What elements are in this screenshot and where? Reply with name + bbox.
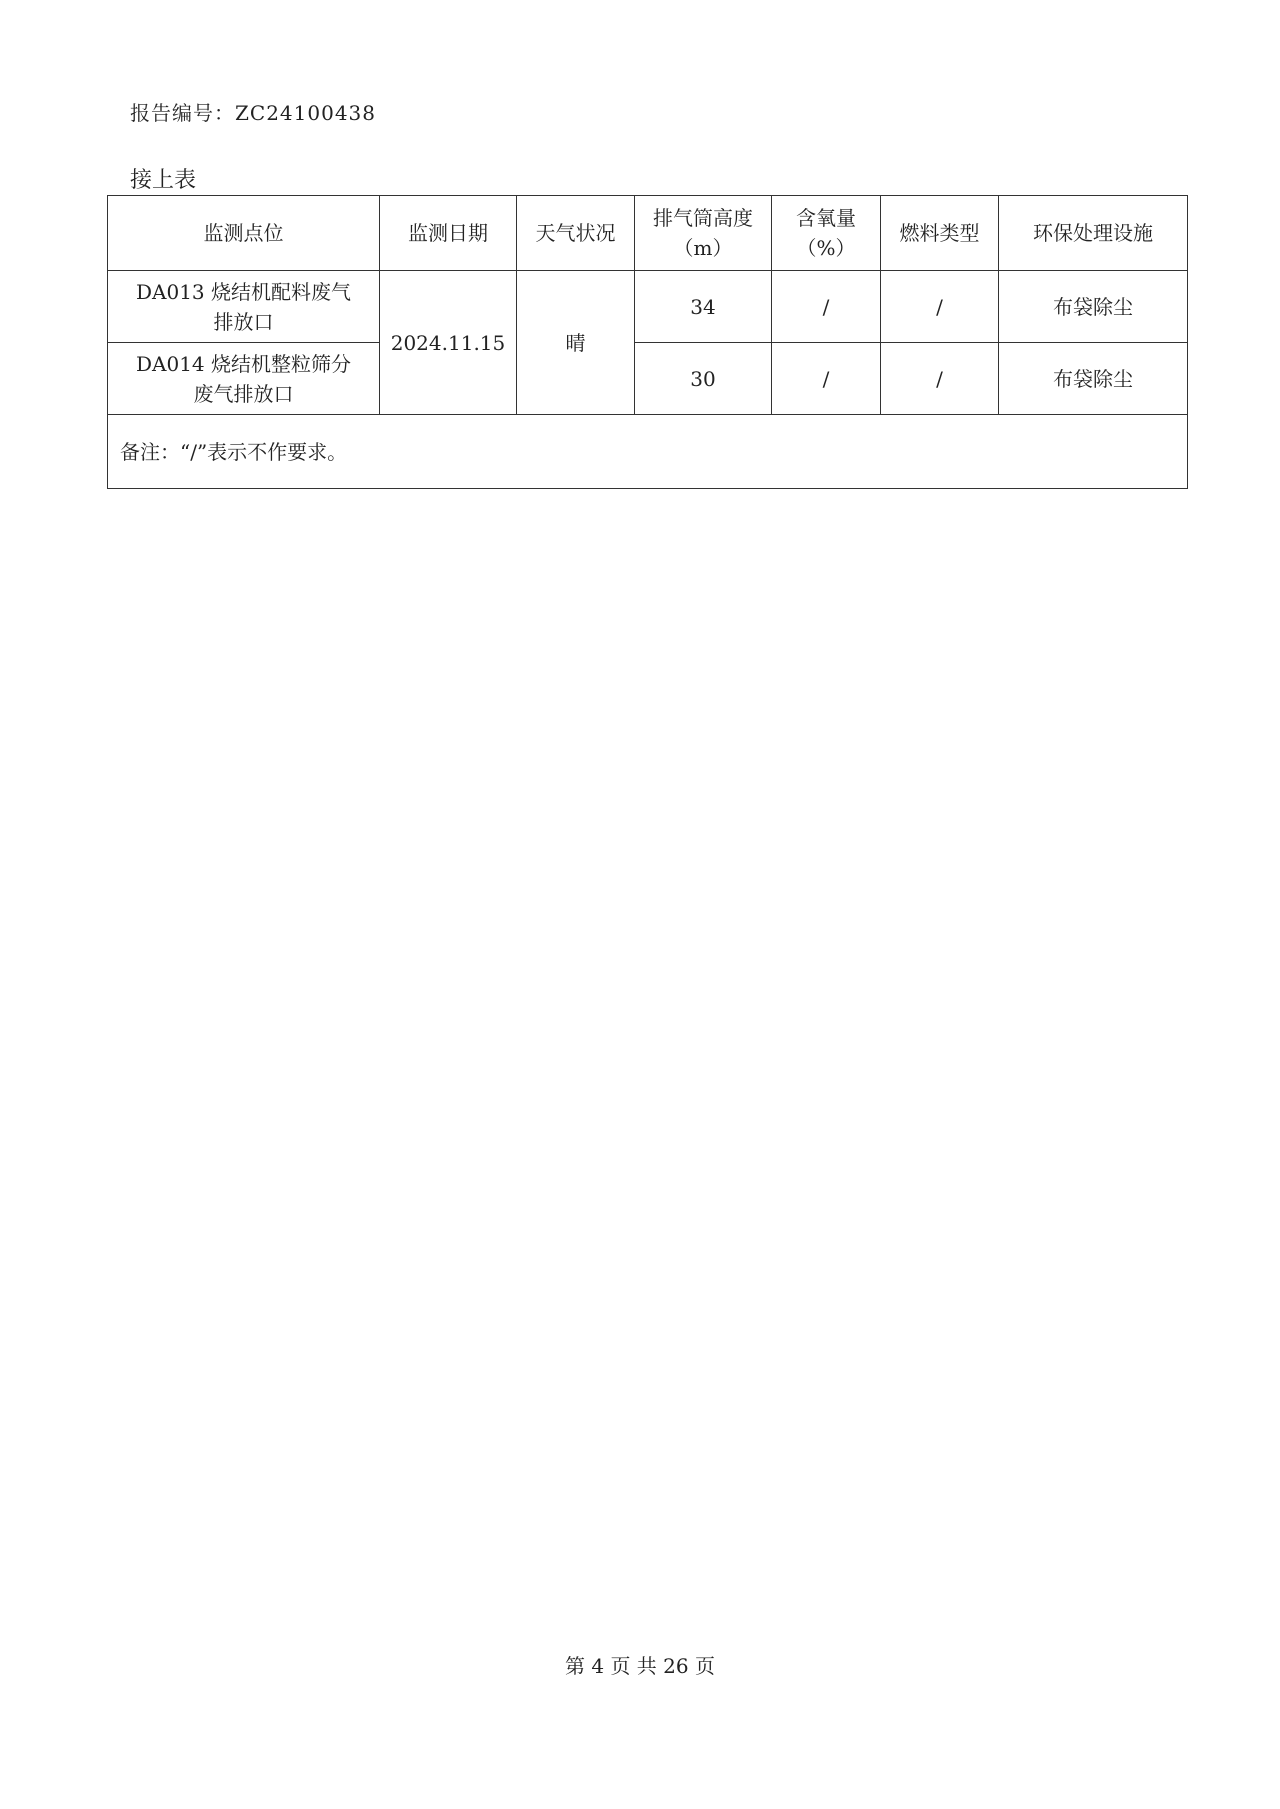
header-monitoring-date: 监测日期: [380, 196, 517, 271]
table-row: [108, 271, 1188, 343]
monitoring-date-cell: 2024.11.15: [380, 271, 517, 415]
stack-height-cell: 34: [635, 271, 772, 343]
monitoring-point-cell: [108, 271, 380, 343]
header-fuel-type: 燃料类型: [881, 196, 999, 271]
header-stack-height-unit: （m）: [673, 236, 733, 260]
header-oxygen: [772, 196, 881, 271]
table-row: [108, 343, 1188, 415]
monitoring-point-line1: DA014 烧结机整粒筛分: [135, 351, 351, 376]
continued-table-label: 接上表: [130, 168, 197, 193]
monitoring-point-line2: 排放口: [213, 309, 274, 334]
oxygen-cell: /: [772, 271, 881, 343]
monitoring-point-line1: DA013 烧结机配料废气: [135, 279, 351, 304]
treatment-cell: 布袋除尘: [999, 271, 1188, 343]
oxygen-cell: /: [772, 343, 881, 415]
monitoring-table: [107, 195, 1188, 489]
fuel-type-cell: /: [881, 271, 999, 343]
weather-cell: 晴: [517, 271, 635, 415]
header-weather: 天气状况: [517, 196, 635, 271]
header-oxygen-line1: 含氧量: [796, 206, 856, 230]
treatment-cell: 布袋除尘: [999, 343, 1188, 415]
report-number: 报告编号：ZC24100438: [130, 101, 376, 125]
monitoring-point-cell: [108, 343, 380, 415]
header-stack-height: [635, 196, 772, 271]
header-treatment: 环保处理设施: [999, 196, 1188, 271]
table-header-row: [108, 196, 1188, 271]
page-number-footer: 第 4 页 共 26 页: [565, 1654, 715, 1678]
header-oxygen-unit: （%）: [796, 236, 856, 260]
header-monitoring-point: 监测点位: [108, 196, 380, 271]
stack-height-cell: 30: [635, 343, 772, 415]
fuel-type-cell: /: [881, 343, 999, 415]
table-note: 备注：“/”表示不作要求。: [108, 415, 1188, 489]
monitoring-point-line2: 废气排放口: [193, 381, 294, 406]
table-note-row: [108, 415, 1188, 489]
header-stack-height-line1: 排气筒高度: [653, 206, 753, 230]
